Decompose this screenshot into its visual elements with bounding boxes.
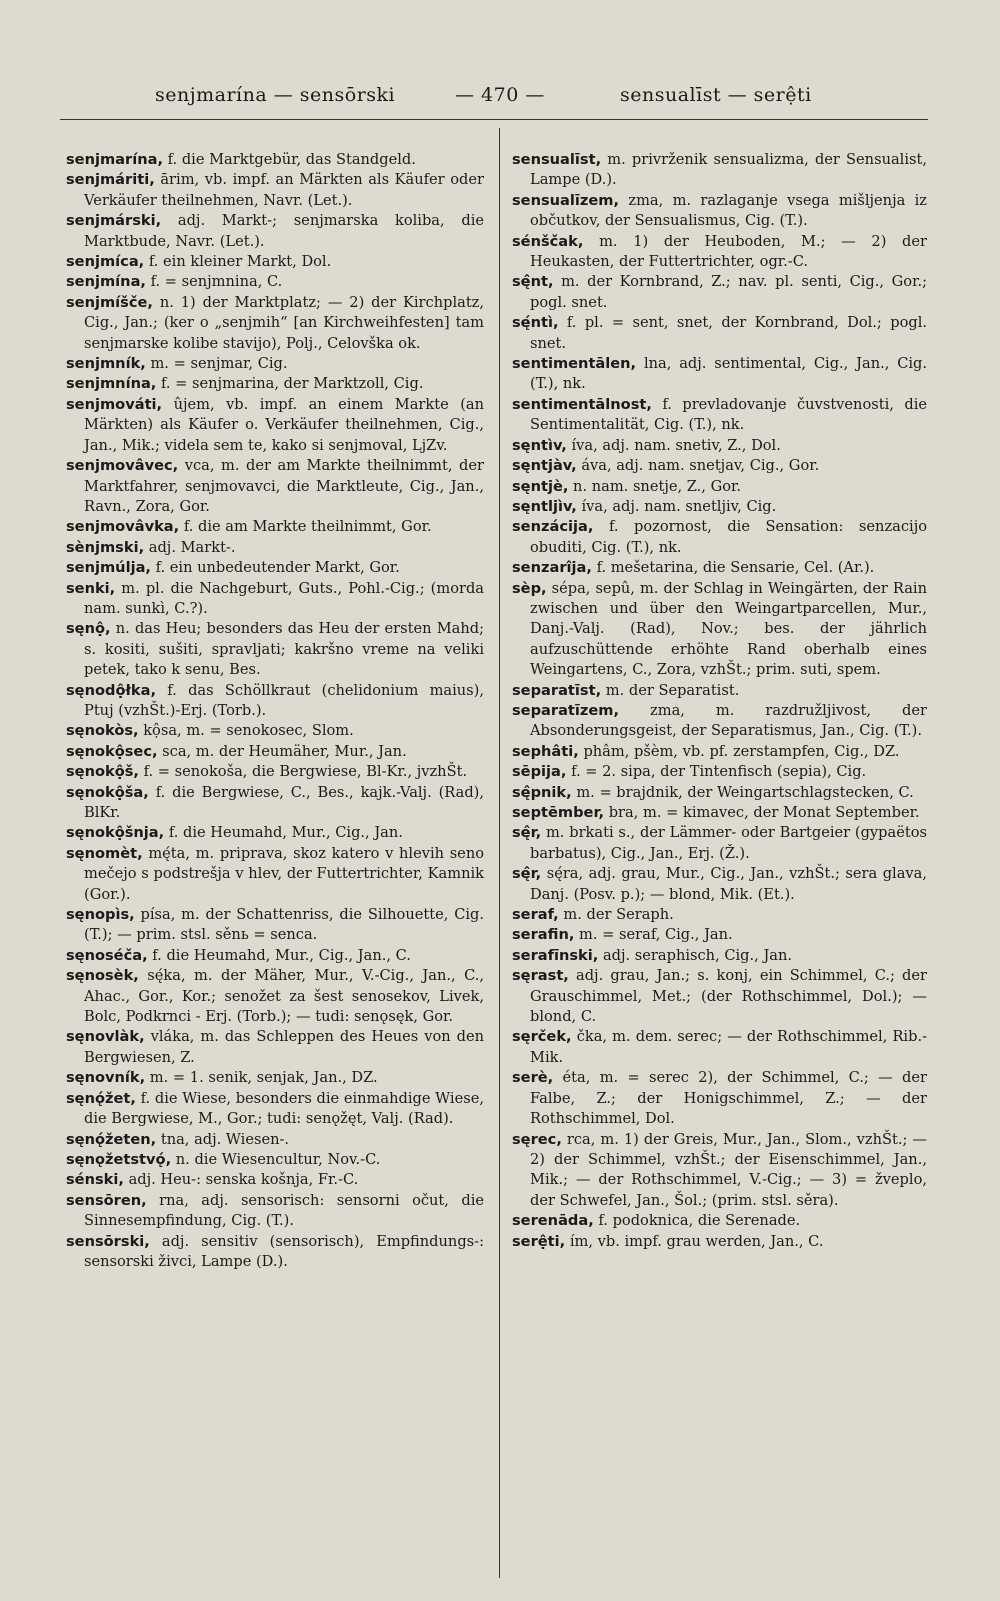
dictionary-entry <box>66 1130 484 1150</box>
dictionary-entry <box>66 619 484 680</box>
dictionary-entry <box>512 701 927 742</box>
entry-definition: f. die Marktgebür, das Standgeld. <box>167 151 416 168</box>
entry-definition: f. podoknica, die Serenade. <box>598 1212 801 1230</box>
column-divider <box>499 128 500 1578</box>
dictionary-entry <box>66 272 484 292</box>
entry-definition: písa, m. der Schattenriss, die Silhouette, Cig. (T.); — prim. stsl. sěnь = senca. <box>84 906 485 944</box>
dictionary-entry <box>512 272 927 313</box>
entry-headword: sę̂r, <box>512 824 542 842</box>
entry-definition: éta, m. = serec 2), der Schimmel, C.; — der Falbe, Z.; der Honigschimmel, Z.; — der Rothschimmel, Dol. <box>530 1069 927 1128</box>
entry-definition: f. mešetarina, die Sensarie, Cel. (Ar.). <box>596 559 875 577</box>
entry-definition: f. prevladovanje čuvstvenosti, die Sentimentalität, Cig. (T.), nk. <box>530 395 928 434</box>
entry-headword: sęnopìs, <box>66 906 135 924</box>
entry-headword: sęntìv, <box>512 436 567 454</box>
left-column <box>66 150 484 1272</box>
dictionary-entry <box>512 1068 927 1129</box>
entry-headword: senjmárski, <box>66 212 162 230</box>
entry-headword: sęnodộłka, <box>66 681 156 699</box>
entry-definition: m. privrženik sensualizma, der Sensualist, Lampe (D.). <box>530 151 927 189</box>
entry-headword: senjmovâvka, <box>66 518 180 536</box>
entry-headword: senki, <box>66 579 116 597</box>
dictionary-entry <box>512 823 927 864</box>
entry-headword: senjmáriti, <box>66 171 155 189</box>
dictionary-entry <box>66 374 484 394</box>
entry-headword: senzácija, <box>512 518 594 536</box>
dictionary-entry <box>512 1211 927 1231</box>
entry-definition: f. die Heumahd, Mur., Cig., Jan. <box>168 824 403 842</box>
entry-headword: serafīnski, <box>512 946 599 964</box>
entry-definition: sca, m. der Heumäher, Mur., Jan. <box>162 742 407 760</box>
entry-definition: vca, m. der am Markte theilnimmt, der Marktfahrer, senjmovavci, die Marktleute, Cig., Jan., Ravn., Zora, Gor. <box>84 457 484 515</box>
entry-definition: f. ein kleiner Markt, Dol. <box>148 253 332 271</box>
entry-headword: senjmovâvec, <box>66 457 179 475</box>
entry-definition: adj. Markt-; senjmarska koliba, die Marktbude, Navr. (Let.). <box>84 212 485 250</box>
dictionary-entry <box>512 497 927 517</box>
entry-headword: senjmíšče, <box>66 293 153 311</box>
entry-definition: adj. sensitiv (sensorisch), Empfindungs-: sensorski živci, Lampe (D.). <box>84 1232 484 1270</box>
entry-headword: sēpija, <box>512 763 567 781</box>
dictionary-entry <box>66 354 484 374</box>
dictionary-entry <box>66 150 484 170</box>
dictionary-entry <box>66 905 484 946</box>
entry-definition: f. die Wiese, besonders die einmahdige Wiese, die Bergwiese, M., Gor.; tudi: senǫžęt, Valj. (Rad). <box>84 1089 484 1128</box>
dictionary-entry <box>512 803 927 823</box>
entry-definition: m. = brajdnik, der Weingartschlagstecken, C. <box>576 783 914 801</box>
entry-definition: m. der Seraph. <box>563 906 674 924</box>
header-right-guide: sensualīst — serệti <box>620 84 812 106</box>
dictionary-entry <box>66 844 484 905</box>
dictionary-entry <box>512 742 927 762</box>
dictionary-entry <box>512 354 927 395</box>
entry-definition: m. = senjmar, Cig. <box>150 355 288 373</box>
entry-definition: adj. seraphisch, Cig., Jan. <box>602 946 793 964</box>
entry-headword: senjmína, <box>66 273 146 291</box>
entry-definition: ûjem, vb. impf. an einem Markte (an Märkten) als Käufer o. Verkäufer theilnehmen, Cig., Jan., Mik.; videla sem te, kako si senjmoval, LjZv. <box>84 395 485 454</box>
entry-headword: sèp, <box>512 579 547 597</box>
entry-definition: bra, m. = kimavec, der Monat September. <box>608 804 920 821</box>
dictionary-entry <box>66 579 484 620</box>
dictionary-entry <box>66 823 484 843</box>
entry-definition: f. = senjmarina, der Marktzoll, Cig. <box>161 375 424 393</box>
entry-headword: serafin, <box>512 926 575 944</box>
entry-headword: serệti, <box>512 1232 566 1250</box>
entry-headword: sęnǫ́žeten, <box>66 1130 157 1148</box>
dictionary-entry <box>512 313 927 354</box>
entry-definition: m. = seraf, Cig., Jan. <box>579 926 733 944</box>
dictionary-entry <box>66 293 484 354</box>
entry-definition: n. die Wiesencultur, Nov.-C. <box>175 1150 381 1168</box>
entry-definition: vláka, m. das Schleppen des Heues von den Bergwiesen, Z. <box>84 1028 484 1066</box>
entry-headword: senjmováti, <box>66 395 163 413</box>
dictionary-entry <box>512 905 927 925</box>
entry-definition: lna, adj. sentimental, Cig., Jan., Cig. (T.), nk. <box>530 355 928 393</box>
dictionary-entry <box>66 1089 484 1130</box>
entry-headword: sensualīzem, <box>512 191 620 209</box>
dictionary-entry <box>66 1150 484 1170</box>
entry-headword: senjmíca, <box>66 253 145 271</box>
dictionary-entry <box>512 436 927 456</box>
entry-definition: m. der Kornbrand, Z.; nav. pl. senti, Cig., Gor.; pogl. snet. <box>530 273 927 311</box>
entry-headword: sęntjè, <box>512 477 569 495</box>
dictionary-entry <box>512 191 927 232</box>
dictionary-entry <box>66 1170 484 1190</box>
entry-headword: sentimentālen, <box>512 355 637 373</box>
entry-headword: sę̂nt, <box>512 273 554 291</box>
entry-definition: f. ein unbedeutender Markt, Gor. <box>155 559 400 577</box>
dictionary-entry <box>66 966 484 1027</box>
dictionary-entry <box>66 1191 484 1232</box>
entry-definition: f. die Heumahd, Mur., Cig., Jan., C. <box>152 946 411 964</box>
entry-headword: sę̂r, <box>512 865 542 883</box>
dictionary-entry <box>66 681 484 722</box>
dictionary-entry <box>66 721 484 741</box>
dictionary-entry <box>512 517 927 558</box>
entry-definition: m. brkati s., der Lämmer- oder Bartgeier (gypaëtos barbatus), Cig., Jan., Erj. (Ž.). <box>530 824 927 862</box>
entry-definition: f. pozornost, die Sensation: senzacijo obuditi, Cig. (T.), nk. <box>530 518 928 556</box>
entry-definition: íva, adj. nam. snetiv, Z., Dol. <box>571 436 781 454</box>
dictionary-entry <box>66 456 484 517</box>
entry-definition: n. nam. snetje, Z., Gor. <box>573 477 742 495</box>
entry-definition: n. das Heu; besonders das Heu der ersten Mahd; s. kositi, sušiti, spravljati; kakršno vreme na veliki petek, tako k senu, Bes. <box>84 620 485 679</box>
dictionary-entry <box>66 783 484 824</box>
entry-headword: sephâti, <box>512 742 579 760</box>
entry-headword: sęnomèt, <box>66 844 143 862</box>
entry-definition: tna, adj. Wiesen-. <box>160 1130 290 1148</box>
dictionary-entry <box>66 395 484 456</box>
entry-definition: m. pl. die Nachgeburt, Guts., Pohl.-Cig.; (morda nam. sunkì, C.?). <box>84 579 485 617</box>
entry-headword: serè, <box>512 1069 554 1087</box>
dictionary-entry <box>512 681 927 701</box>
dictionary-entry <box>66 1232 484 1273</box>
dictionary-entry <box>512 1027 927 1068</box>
entry-definition: m. 1) der Heuboden, M.; — 2) der Heukasten, der Futtertrichter, ogr.-C. <box>530 232 927 271</box>
entry-definition: sépa, sepû, m. der Schlag in Weingärten, der Rain zwischen und über den Weingartparcellen, Mur., Danj.-Valj. (Rad), Nov.; bes. der jährlich aufzuschüttende erhöhte Rand oberhalb eines Weingartens, C., Zora, vzhŠt.; prim. suti, spem. <box>530 579 927 679</box>
entry-headword: sęnokộsec, <box>66 742 158 760</box>
entry-headword: sęrec, <box>512 1130 562 1148</box>
entry-headword: sęnǫ́žet, <box>66 1089 136 1107</box>
entry-definition: mę́ta, m. priprava, skoz katero v hlevih seno mečejo s podstrešja v hlev, der Futtertrichter, Kamnik (Gor.). <box>84 844 485 903</box>
entry-headword: senjmúlja, <box>66 559 151 577</box>
entry-headword: senzarîja, <box>512 559 592 577</box>
dictionary-entry <box>512 1232 927 1252</box>
entry-definition: sę́ra, adj. grau, Mur., Cig., Jan., vzhŠt.; sera glava, Danj. (Posv. p.); — blond, Mik. (Et.). <box>530 865 927 903</box>
entry-headword: sęnovlàk, <box>66 1028 145 1046</box>
right-column <box>512 150 927 1252</box>
entry-headword: sęntljìv, <box>512 497 577 515</box>
dictionary-entry <box>512 1130 927 1212</box>
dictionary-entry <box>512 558 927 578</box>
entry-definition: phâm, pšèm, vb. pf. zerstampfen, Cig., DZ. <box>583 742 900 760</box>
dictionary-entry <box>512 783 927 803</box>
entry-definition: f. pl. = sent, snet, der Kornbrand, Dol.; pogl. snet. <box>530 314 928 352</box>
dictionary-entry <box>66 1027 484 1068</box>
dictionary-entry <box>66 170 484 211</box>
dictionary-entry <box>512 925 927 945</box>
entry-headword: sènjmski, <box>66 538 145 556</box>
entry-definition: n. 1) der Marktplatz; — 2) der Kirchplatz, Cig., Jan.; (ker o „senjmih“ [an Kirchweihfesten] tam senjmarske kolibe stavijo), Polj., Celovška ok. <box>84 293 485 352</box>
dictionary-entry <box>66 762 484 782</box>
entry-headword: sensōrski, <box>66 1232 150 1250</box>
entry-definition: m. der Separatist. <box>605 681 740 699</box>
dictionary-entry <box>512 946 927 966</box>
dictionary-entry <box>66 1068 484 1088</box>
entry-headword: sę́ntì, <box>512 314 559 332</box>
entry-definition: sę́ka, m. der Mäher, Mur., V.-Cig., Jan., C., Ahac., Gor., Kor.; senožet za šest senosekov, Livek, Bolc, Podkrnci - Erj. (Torb.); — tudi: senǫsęk, Gor. <box>84 967 485 1026</box>
dictionary-entry <box>66 517 484 537</box>
entry-definition: adj. Markt-. <box>148 538 236 556</box>
entry-definition: rna, adj. sensorisch: sensorni očut, die Sinnesempfindung, Cig. (T.). <box>84 1191 485 1230</box>
entry-headword: sęntjàv, <box>512 457 577 475</box>
entry-headword: serenāda, <box>512 1212 594 1230</box>
entry-definition: f. die am Markte theilnimmt, Gor. <box>183 518 432 536</box>
entry-definition: f. das Schöllkraut (chelidonium maius), Ptuj (vzhŠt.)-Erj. (Torb.). <box>84 681 484 719</box>
entry-headword: senjmnína, <box>66 375 157 393</box>
dictionary-entry <box>512 456 927 476</box>
entry-headword: sęnosèk, <box>66 967 139 985</box>
entry-headword: sensōren, <box>66 1191 147 1209</box>
entry-headword: sęnoséča, <box>66 946 148 964</box>
entry-definition: f. die Bergwiese, C., Bes., kajk.-Valj. (Rad), BlKr. <box>84 783 484 821</box>
entry-headword: sęrček, <box>512 1028 572 1046</box>
entry-definition: zma, m. razdružljivost, der Absonderungsgeist, der Separatismus, Jan., Cig. (T.). <box>530 701 927 740</box>
entry-headword: sęnovník, <box>66 1069 146 1087</box>
entry-definition: f. = senjmnina, C. <box>150 273 283 291</box>
dictionary-entry <box>512 477 927 497</box>
entry-definition: ím, vb. impf. grau werden, Jan., C. <box>569 1232 824 1250</box>
entry-headword: sénščak, <box>512 232 584 250</box>
entry-definition: adj. Heu-: senska košnja, Fr.-C. <box>128 1171 359 1189</box>
dictionary-entry <box>66 211 484 252</box>
entry-definition: rca, m. 1) der Greis, Mur., Jan., Slom., vzhŠt.; — 2) der Schimmel, vzhŠt.; der Eisenschimmel, Jan., Mik.; — der Rothschimmel, V.-Cig.; — 3) = žveplo, der Schwefel, Jan., Šol.; (prim. stsl. sěra). <box>530 1130 928 1209</box>
entry-headword: sęrast, <box>512 967 569 985</box>
entry-headword: sęnộ, <box>66 620 111 638</box>
dictionary-entry <box>512 966 927 1027</box>
page-header <box>60 84 940 114</box>
dictionary-entry <box>512 864 927 905</box>
entry-headword: septēmber, <box>512 804 605 821</box>
dictionary-entry <box>512 150 927 191</box>
header-rule <box>60 119 928 120</box>
entry-headword: sęnokộš, <box>66 763 139 781</box>
dictionary-entry <box>512 395 927 436</box>
entry-headword: sęnokòs, <box>66 722 139 740</box>
entry-definition: m. = 1. senik, senjak, Jan., DZ. <box>149 1069 378 1087</box>
entry-headword: seraf, <box>512 906 559 924</box>
entry-headword: sénski, <box>66 1171 124 1189</box>
entry-headword: sęnokộša, <box>66 783 149 801</box>
entry-headword: senjmník, <box>66 355 146 373</box>
entry-headword: senjmarína, <box>66 151 164 168</box>
entry-headword: separatīst, <box>512 681 602 699</box>
entry-headword: sensualīst, <box>512 151 602 168</box>
entry-definition: zma, m. razlaganje vsega mišljenja iz občutkov, der Sensualismus, Cig. (T.). <box>530 191 927 230</box>
dictionary-entry <box>66 538 484 558</box>
entry-definition: íva, adj. nam. snetljiv, Cig. <box>581 497 777 515</box>
entry-headword: sęnokộšnja, <box>66 824 165 842</box>
entry-definition: f. = 2. sipa, der Tintenfisch (sepia), Cig. <box>571 763 867 781</box>
dictionary-entry <box>512 579 927 681</box>
entry-definition: ārim, vb. impf. an Märkten als Käufer oder Verkäufer theilnehmen, Navr. (Let.). <box>84 171 484 209</box>
entry-headword: sęnǫžetstvǫ́, <box>66 1150 172 1168</box>
dictionary-entry <box>66 946 484 966</box>
header-left-guide: senjmarína — sensōrski <box>155 84 396 106</box>
dictionary-entry <box>512 762 927 782</box>
entry-headword: sę̂pnik, <box>512 783 572 801</box>
dictionary-entry <box>512 232 927 273</box>
entry-definition: f. = senokoša, die Bergwiese, Bl-Kr., jvzhŠt. <box>143 763 468 781</box>
entry-definition: áva, adj. nam. snetjav, Cig., Gor. <box>581 457 820 475</box>
dictionary-entry <box>66 252 484 272</box>
dictionary-entry <box>66 742 484 762</box>
entry-definition: čka, m. dem. serec; — der Rothschimmel, Rib.-Mik. <box>530 1028 928 1066</box>
entry-headword: separatīzem, <box>512 701 620 719</box>
page-number: — 470 — <box>455 84 545 106</box>
dictionary-entry <box>66 558 484 578</box>
entry-headword: sentimentālnost, <box>512 395 652 413</box>
entry-definition: adj. grau, Jan.; s. konj, ein Schimmel, C.; der Grauschimmel, Met.; (der Rothschimmel, Dol.); — blond, C. <box>530 967 928 1026</box>
entry-definition: kộsa, m. = senokosec, Slom. <box>143 722 354 740</box>
